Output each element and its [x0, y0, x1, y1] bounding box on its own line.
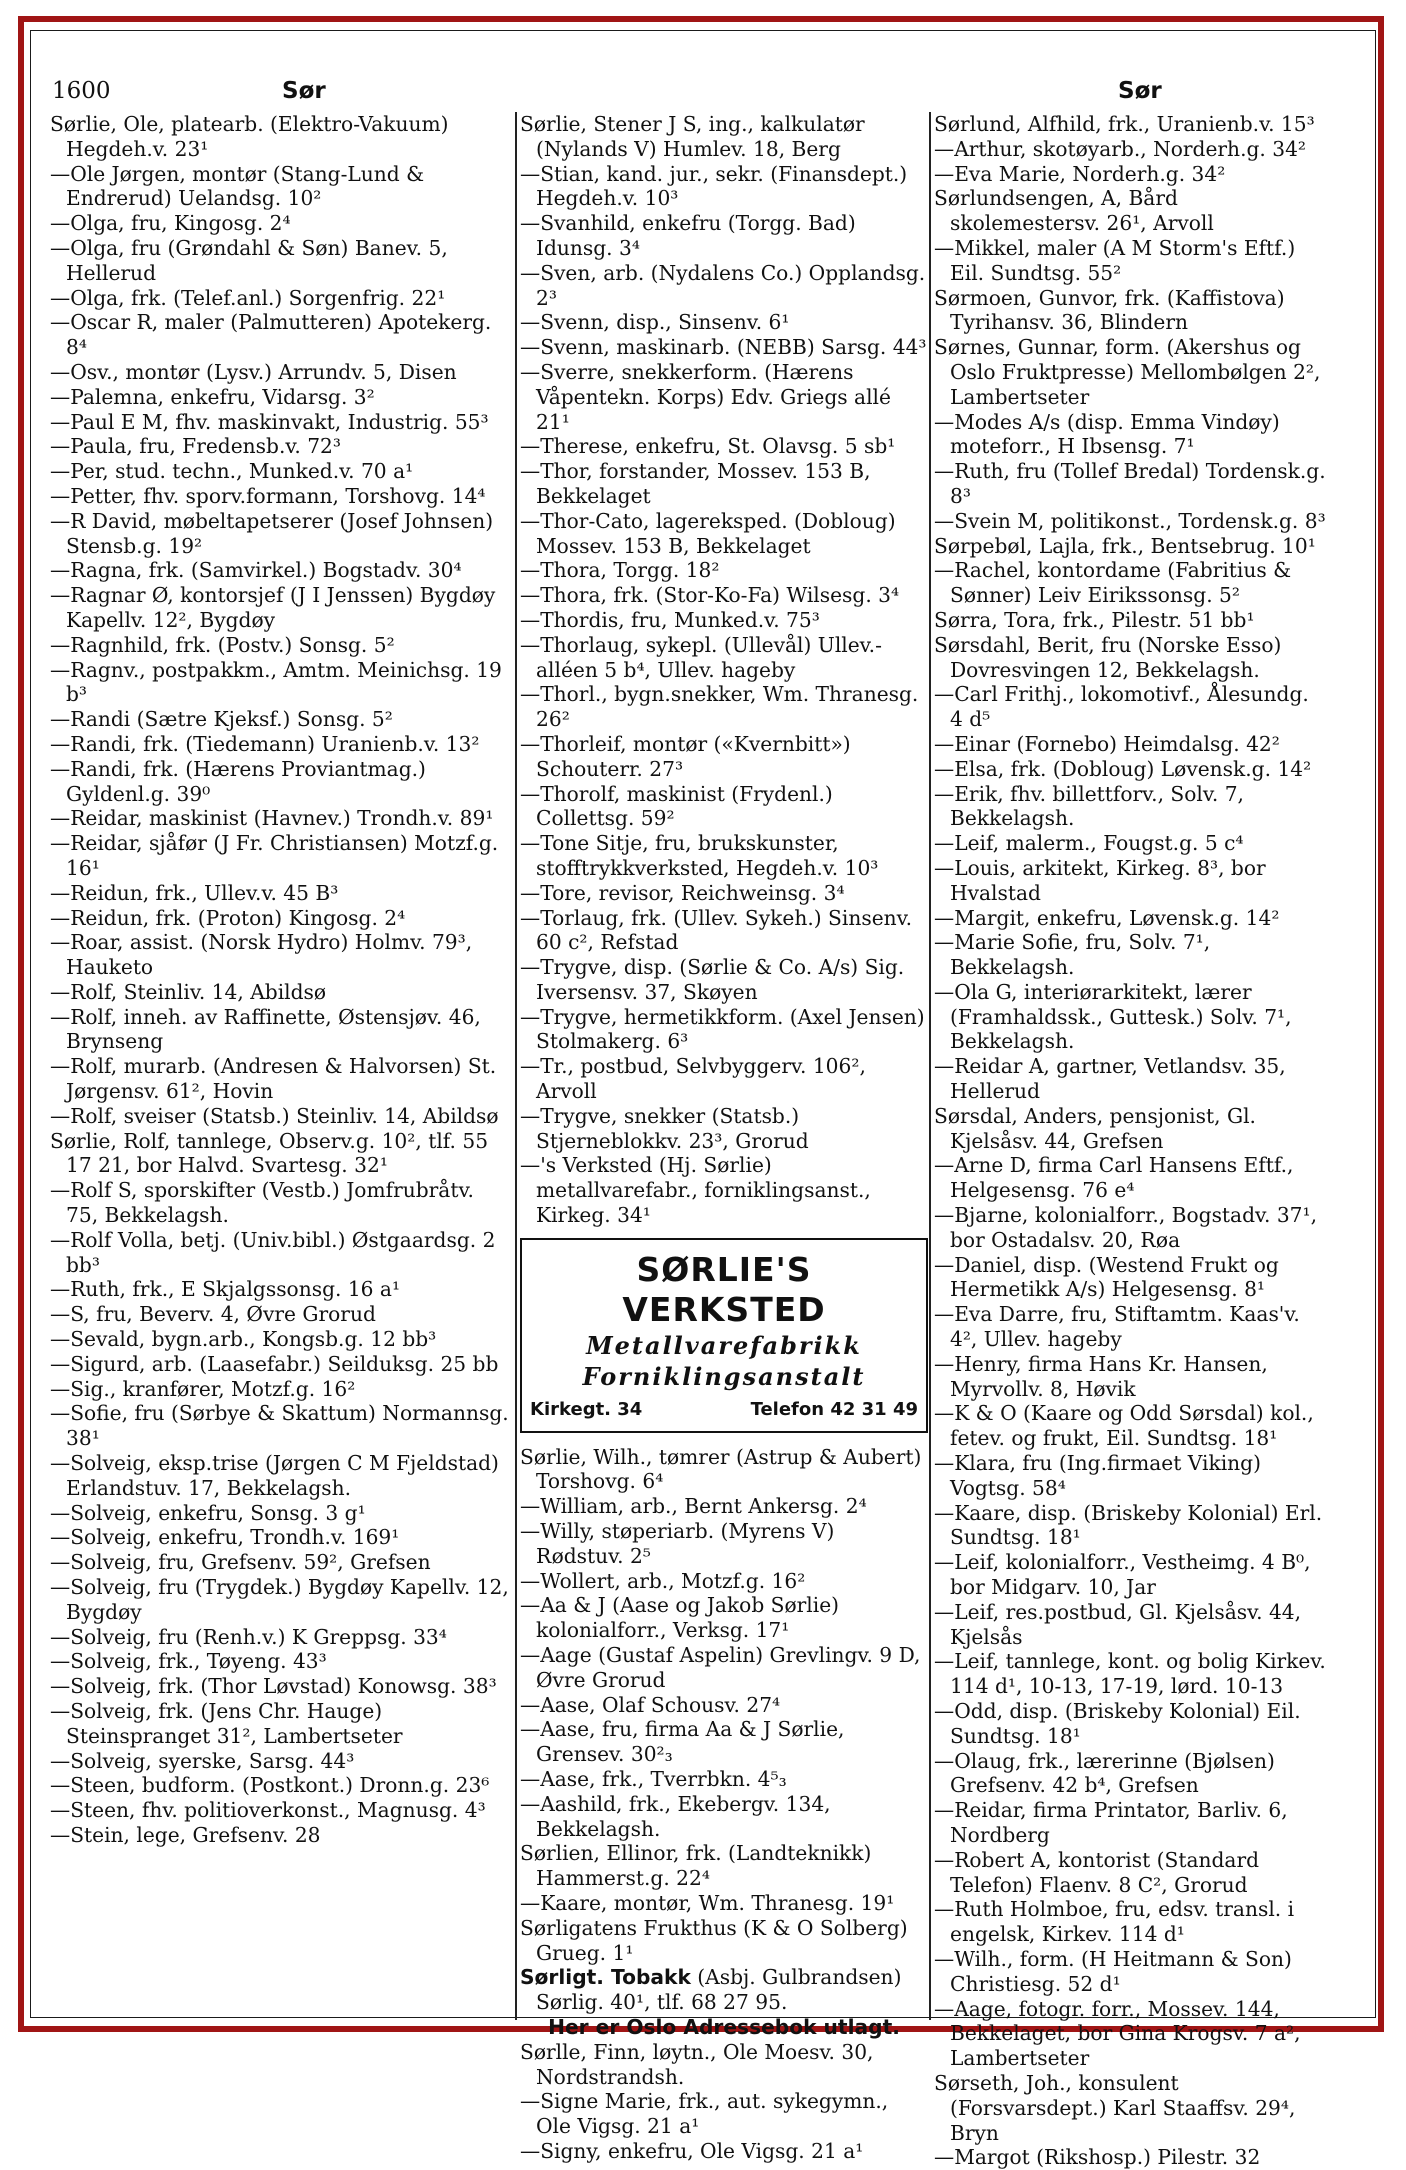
directory-entry: —Randi, frk. (Hærens Proviantmag.) Gyldenl.g. 39⁰	[50, 756, 426, 806]
directory-entry: —Thora, Torgg. 18²	[520, 558, 720, 583]
directory-entry: —Marie Sofie, fru, Solv. 7¹, Bekkelagsh.	[934, 930, 1211, 980]
directory-entry: —Margit, enkefru, Løvensk.g. 14²	[934, 905, 1280, 930]
directory-entry: —Thora, frk. (Stor-Ko-Fa) Wilsesg. 3⁴	[520, 583, 900, 608]
column-divider	[515, 112, 517, 2020]
directory-entry: —Petter, fhv. sporv.formann, Torshovg. 14⁴	[50, 483, 486, 508]
directory-entry: —Arne D, firma Carl Hansens Eftf., Helgesensg. 76 e⁴	[934, 1153, 1294, 1203]
directory-entry: —Solveig, fru (Renh.v.) K Greppsg. 33⁴	[50, 1624, 447, 1649]
directory-entry: —Kaare, disp. (Briskeby Kolonial) Erl. Sundtsg. 18¹	[934, 1500, 1323, 1550]
ad-title: SØRLIE'S VERKSTED	[622, 1249, 826, 1329]
directory-entry: —Wilh., form. (H Heitmann & Son) Christiesg. 52 d¹	[934, 1946, 1292, 1996]
directory-entry: —Thor, forstander, Mossev. 153 B, Bekkelaget	[520, 459, 871, 508]
directory-entry: Sørlien, Ellinor, frk. (Landteknikk) Hammerst.g. 22⁴	[520, 1841, 872, 1891]
directory-entry: Sørnes, Gunnar, form. (Akershus og Oslo Fruktpresse) Mellombølgen 2², Lambertseter	[934, 335, 1321, 409]
directory-entry: —Ruth, fru (Tollef Bredal) Tordensk.g. 8³	[934, 459, 1326, 508]
directory-entry: —Leif, malerm., Fougst.g. 5 c⁴	[934, 831, 1244, 856]
directory-entry: —Solveig, enkefru, Sonsg. 3 g¹	[50, 1500, 366, 1525]
directory-entry: —Eva Marie, Norderh.g. 34²	[934, 161, 1226, 186]
directory-entry: —Aase, frk., Tverrbkn. 4⁵₃	[520, 1767, 787, 1792]
directory-entry: —Signe Marie, frk., aut. sykegymn., Ole Vigsg. 21 a¹	[520, 2089, 889, 2139]
ad-address: Kirkegt. 34	[530, 1398, 643, 1420]
tobakk-details: (Asbj. Gulbrandsen) Sørlig. 40¹, tlf. 68 27 95.	[536, 1965, 902, 2015]
directory-entry: —Paula, fru, Fredensb.v. 72³	[50, 434, 341, 459]
directory-entry: —Kaare, montør, Wm. Thranesg. 19¹	[520, 1891, 895, 1915]
directory-entry: —Ragnar Ø, kontorsjef (J I Jenssen) Bygdøy Kapellv. 12², Bygdøy	[50, 583, 496, 632]
directory-entry: —Rolf, murarb. (Andresen & Halvorsen) St. Jørgensv. 61², Hovin	[50, 1054, 497, 1104]
directory-entry: —Leif, res.postbud, Gl. Kjelsåsv. 44, Kjelsås	[934, 1599, 1302, 1649]
directory-entry: —Erik, fhv. billettforv., Solv. 7, Bekkelagsh.	[934, 781, 1244, 831]
directory-entry: —Ragna, frk. (Samvirkel.) Bogstadv. 30⁴	[50, 558, 462, 583]
directory-entry: —'s Verksted (Hj. Sørlie) metallvarefabr., forniklingsanst., Kirkeg. 34¹	[520, 1153, 871, 1228]
directory-entry: —Steen, fhv. politioverkonst., Magnusg. 4³	[50, 1798, 486, 1823]
directory-entry: —Solveig, eksp.trise (Jørgen C M Fjeldstad) Erlandstuv. 17, Bekkelagsh.	[50, 1451, 499, 1500]
directory-entry: —Margot (Rikshosp.) Pilestr. 32	[934, 2145, 1261, 2170]
directory-entry: Sørpebøl, Lajla, frk., Bentsebrug. 10¹	[934, 533, 1316, 558]
directory-entry: —Aa & J (Aase og Jakob Sørlie) kolonialforr., Verksg. 17¹	[520, 1593, 840, 1643]
directory-entry: —Ola G, interiørarkitekt, lærer (Framhaldssk., Guttesk.) Solv. 7¹, Bekkelagsh.	[934, 979, 1292, 1054]
directory-entry: —Solveig, fru, Grefsenv. 59², Grefsen	[50, 1550, 431, 1575]
directory-entry: —Tore, revisor, Reichweinsg. 3⁴	[520, 880, 845, 905]
directory-entry: —Willy, støperiarb. (Myrens V) Rødstuv. 2⁵	[520, 1519, 835, 1568]
directory-entry: —Eva Darre, fru, Stiftamtm. Kaas'v. 4², Ullev. hageby	[934, 1302, 1300, 1352]
directory-entry: —Elsa, frk. (Dobloug) Løvensk.g. 14²	[934, 756, 1312, 781]
directory-entry: —Svenn, disp., Sinsenv. 6¹	[520, 310, 790, 335]
directory-entry: —Steen, budform. (Postkont.) Dronn.g. 23⁶	[50, 1773, 490, 1798]
directory-entry: —Ragnv., postpakkm., Amtm. Meinichsg. 19 b³	[50, 657, 502, 707]
directory-entry: —Per, stud. techn., Munked.v. 70 a¹	[50, 459, 414, 484]
directory-entry: —Wollert, arb., Motzf.g. 16²	[520, 1568, 806, 1593]
directory-entry: —Sigurd, arb. (Laasefabr.) Seilduksg. 25 bb	[50, 1351, 499, 1376]
directory-entry: —Modes A/s (disp. Emma Vindøy) moteforr., H Ibsensg. 7¹	[934, 409, 1280, 459]
tobakk-entry	[520, 1965, 928, 2015]
directory-entry: —Trygve, hermetikkform. (Axel Jensen) Stolmakerg. 6³	[520, 1004, 925, 1054]
directory-entry: —Randi (Sætre Kjeksf.) Sonsg. 5²	[50, 707, 393, 732]
directory-entry: —Paul E M, fhv. maskinvakt, Industrig. 55³	[50, 409, 489, 434]
directory-entry: —Leif, kolonialforr., Vestheimg. 4 B⁰, bor Midgarv. 10, Jar	[934, 1550, 1311, 1600]
directory-entry: —Tr., postbud, Selvbyggerv. 106², Arvoll	[520, 1054, 866, 1104]
advertisement	[520, 1238, 928, 1433]
directory-entry: —Ruth, frk., E Skjalgssonsg. 16 a¹	[50, 1277, 401, 1302]
ad-line-2: Forniklingsanstalt	[582, 1361, 866, 1391]
directory-entry: —Reidar, sjåfør (J Fr. Christiansen) Motzf.g. 16¹	[50, 831, 499, 880]
directory-entry: —Thorlaug, sykepl. (Ullevål) Ullev.-alléen 5 b⁴, Ullev. hageby	[520, 632, 882, 682]
directory-entry: —K & O (Kaare og Odd Sørsdal) kol., fetev. og frukt, Eil. Sundtsg. 18¹	[934, 1401, 1314, 1451]
directory-entry: —Thorl., bygn.snekker, Wm. Thranesg. 26²	[520, 682, 919, 732]
ad-phone: Telefon 42 31 49	[750, 1398, 918, 1420]
directory-entry: —Klara, fru (Ing.firmaet Viking) Vogtsg. 58⁴	[934, 1451, 1261, 1500]
directory-entry: —Stein, lege, Grefsenv. 28	[50, 1822, 321, 1847]
directory-entry: —Oscar R, maler (Palmutteren) Apotekerg. 8⁴	[50, 310, 492, 360]
directory-entry: Sørlund, Alfhild, frk., Uranienb.v. 15³	[934, 112, 1315, 136]
directory-entry: Sørseth, Joh., konsulent (Forsvarsdept.) Karl Staaffsv. 29⁴, Bryn	[934, 2070, 1296, 2145]
directory-entry: —Solveig, frk. (Jens Chr. Hauge) Steinspranget 31², Lambertseter	[50, 1699, 403, 1748]
directory-entry: —Reidar, maskinist (Havnev.) Trondh.v. 89¹	[50, 806, 494, 831]
directory-entry: —Sofie, fru (Sørbye & Skattum) Normannsg. 38¹	[50, 1401, 509, 1451]
directory-entry: —Randi, frk. (Tiedemann) Uranienb.v. 13²	[50, 731, 480, 756]
directory-entry: —Reidar, firma Printator, Barliv. 6, Nordberg	[934, 1798, 1288, 1847]
directory-entry: —Odd, disp. (Briskeby Kolonial) Eil. Sundtsg. 18¹	[934, 1699, 1301, 1748]
column-1	[50, 112, 512, 1848]
directory-entry: —Reidar A, gartner, Vetlandsv. 35, Hellerud	[934, 1054, 1286, 1104]
directory-entry: —Aase, Olaf Schousv. 27⁴	[520, 1692, 781, 1717]
ad-line-1: Metallvarefabrikk	[586, 1330, 862, 1360]
directory-entry: Sørmoen, Gunvor, frk. (Kaffistova) Tyrihansv. 36, Blindern	[934, 285, 1285, 335]
directory-entry: —Robert A, kontorist (Standard Telefon) Flaenv. 8 C², Grorud	[934, 1847, 1260, 1897]
directory-entry: —Olga, fru, Kingosg. 2⁴	[50, 211, 291, 236]
directory-entry: —Olaug, frk., lærerinne (Bjølsen) Grefsenv. 42 b⁴, Grefsen	[934, 1748, 1275, 1798]
directory-entry: —Trygve, disp. (Sørlie & Co. A/s) Sig. Iversensv. 37, Skøyen	[520, 955, 905, 1004]
directory-entry: —Signy, enkefru, Ole Vigsg. 21 a¹	[520, 2138, 864, 2163]
tobakk-name: Sørligt. Tobakk	[520, 1965, 691, 1990]
directory-entry: Sørlie, Rolf, tannlege, Observ.g. 10², tlf. 55 17 21, bor Halvd. Svartesg. 32¹	[50, 1128, 489, 1178]
directory-entry: —Thordis, fru, Munked.v. 75³	[520, 607, 820, 632]
directory-entry: —Olga, fru (Grøndahl & Søn) Banev. 5, Hellerud	[50, 235, 448, 285]
directory-entry: Sørra, Tora, frk., Pilestr. 51 bb¹	[934, 607, 1255, 632]
directory-entry: —Rachel, kontordame (Fabritius & Sønner) Leiv Eirikssonsg. 5²	[934, 558, 1292, 608]
directory-entry: —Aashild, frk., Ekebergv. 134, Bekkelagsh.	[520, 1791, 831, 1841]
directory-entry: —Rolf, sveiser (Statsb.) Steinliv. 14, Abildsø	[50, 1103, 499, 1128]
directory-entry: —Svein M, politikonst., Tordensk.g. 8³	[934, 508, 1326, 533]
column-2	[520, 112, 928, 2164]
directory-entry: —Thor-Cato, lagereksped. (Dobloug) Mossev. 153 B, Bekkelaget	[520, 508, 896, 558]
directory-entry: —Sevald, bygn.arb., Kongsb.g. 12 bb³	[50, 1327, 437, 1352]
directory-entry: —William, arb., Bernt Ankersg. 2⁴	[520, 1494, 867, 1519]
directory-entry: —Reidun, frk. (Proton) Kingosg. 2⁴	[50, 905, 406, 930]
directory-entry: —Osv., montør (Lysv.) Arrundv. 5, Disen	[50, 359, 457, 384]
directory-entry: Sørlle, Finn, løytn., Ole Moesv. 30, Nordstrandsh.	[520, 2039, 874, 2089]
directory-entry: —Olga, frk. (Telef.anl.) Sorgenfrig. 22¹	[50, 285, 446, 310]
directory-entry: —S, fru, Beverv. 4, Øvre Grorud	[50, 1302, 376, 1327]
directory-entry: —Solveig, syerske, Sarsg. 44³	[50, 1748, 355, 1773]
directory-entry: —R David, møbeltapetserer (Josef Johnsen) Stensb.g. 19²	[50, 508, 494, 558]
directory-entry: —Daniel, disp. (Westend Frukt og Hermetikk A/s) Helgesensg. 8¹	[934, 1252, 1279, 1302]
directory-entry: —Solveig, enkefru, Trondh.v. 169¹	[50, 1525, 400, 1550]
directory-entry: —Palemna, enkefru, Vidarsg. 3²	[50, 384, 375, 409]
directory-entry: —Tone Sitje, fru, brukskunster, stofftrykkverksted, Hegdeh.v. 10³	[520, 831, 879, 880]
page-number: 1600	[52, 78, 111, 104]
directory-entry: —Svenn, maskinarb. (NEBB) Sarsg. 44³	[520, 335, 927, 360]
directory-entry: —Rolf, inneh. av Raffinette, Østensjøv. 46, Brynseng	[50, 1004, 481, 1054]
column-2-entries-after-ad	[520, 1445, 928, 1966]
directory-entry: —Aase, fru, firma Aa & J Sørlie, Grensev. 30²₃	[520, 1717, 845, 1767]
directory-entry: —Sig., kranfører, Motzf.g. 16²	[50, 1376, 356, 1401]
column-divider	[929, 112, 931, 2020]
column-3	[934, 112, 1328, 2170]
directory-entry: Sørlundsengen, A, Bård skolemestersv. 26¹, Arvoll	[934, 186, 1214, 236]
directory-entry: —Mikkel, maler (A M Storm's Eftf.) Eil. Sundtsg. 55²	[934, 235, 1296, 285]
directory-entry: —Trygve, snekker (Statsb.) Stjerneblokkv. 23³, Grorud	[520, 1103, 809, 1153]
directory-entry: —Rolf S, sporskifter (Vestb.) Jomfrubråtv. 75, Bekkelagsh.	[50, 1178, 474, 1228]
directory-entry: —Carl Frithj., lokomotivf., Ålesundg. 4 d⁵	[934, 682, 1309, 732]
directory-entry: Sørsdal, Anders, pensjonist, Gl. Kjelsåsv. 44, Grefsen	[934, 1103, 1256, 1153]
directory-entry: Sørlie, Wilh., tømrer (Astrup & Aubert) Torshovg. 6⁴	[520, 1444, 922, 1494]
header-left-word: Sør	[282, 78, 326, 104]
directory-entry: —Sverre, snekkerform. (Hærens Våpentekn. Korps) Edv. Griegs allé 21¹	[520, 359, 891, 434]
column-2-entries	[520, 112, 928, 1228]
directory-entry: Sørligatens Frukthus (K & O Solberg) Grueg. 1¹	[520, 1915, 908, 1965]
directory-entry: —Thorleif, montør («Kvernbitt») Schouterr. 27³	[520, 731, 851, 781]
directory-entry: Sørlie, Stener J S, ing., kalkulatør (Nylands V) Humlev. 18, Berg	[520, 112, 865, 161]
directory-entry: —Ragnhild, frk. (Postv.) Sonsg. 5²	[50, 632, 395, 657]
directory-entry: —Ole Jørgen, montør (Stang-Lund & Endrerud) Uelandsg. 10²	[50, 161, 425, 211]
directory-entry: —Leif, tannlege, kont. og bolig Kirkev. 114 d¹, 10-13, 17-19, lørd. 10-13	[934, 1649, 1326, 1699]
directory-entry: —Arthur, skotøyarb., Norderh.g. 34²	[934, 136, 1307, 161]
directory-entry: —Solveig, frk. (Thor Løvstad) Konowsg. 38³	[50, 1674, 497, 1699]
directory-entry: —Solveig, frk., Tøyeng. 43³	[50, 1649, 327, 1674]
header-right-word: Sør	[1118, 78, 1162, 104]
directory-entry: —Sven, arb. (Nydalens Co.) Opplandsg. 2³	[520, 260, 926, 310]
directory-entry: —Ruth Holmboe, fru, edsv. transl. i engelsk, Kirkev. 114 d¹	[934, 1897, 1295, 1947]
directory-entry: Sørsdahl, Berit, fru (Norske Esso) Dovresvingen 12, Bekkelagsh.	[934, 632, 1282, 682]
directory-entry: —Aage (Gustaf Aspelin) Grevlingv. 9 D, Øvre Grorud	[520, 1643, 921, 1692]
directory-entry: —Thorolf, maskinist (Frydenl.) Collettsg. 59²	[520, 781, 833, 831]
directory-entry: —Louis, arkitekt, Kirkeg. 8³, bor Hvalstad	[934, 855, 1266, 905]
directory-entry: —Einar (Fornebo) Heimdalsg. 42²	[934, 731, 1280, 756]
directory-entry: —Bjarne, kolonialforr., Bogstadv. 37¹, bor Ostadalsv. 20, Røa	[934, 1203, 1318, 1252]
directory-entry: —Torlaug, frk. (Ullev. Sykeh.) Sinsenv. 60 c², Refstad	[520, 905, 913, 955]
column-2-tail	[520, 2040, 928, 2164]
directory-entry: —Reidun, frk., Ullev.v. 45 B³	[50, 880, 339, 905]
directory-entry: —Svanhild, enkefru (Torgg. Bad) Idunsg. 3⁴	[520, 211, 856, 260]
directory-entry: —Rolf Volla, betj. (Univ.bibl.) Østgaardsg. 2 bb³	[50, 1227, 496, 1277]
directory-entry: Sørlie, Ole, platearb. (Elektro-Vakuum) Hegdeh.v. 23¹	[50, 112, 449, 161]
directory-entry: —Henry, firma Hans Kr. Hansen, Myrvollv. 8, Høvik	[934, 1351, 1268, 1401]
directory-entry: —Rolf, Steinliv. 14, Abildsø	[50, 979, 327, 1004]
directory-entry: —Roar, assist. (Norsk Hydro) Holmv. 79³, Hauketo	[50, 930, 473, 980]
directory-entry: —Solveig, fru (Trygdek.) Bygdøy Kapellv. 12, Bygdøy	[50, 1575, 509, 1624]
directory-entry: —Aage, fotogr. forr., Mossev. 144, Bekkelaget, bor Gina Krogsv. 7 a², Lambertseter	[934, 1996, 1301, 2071]
notice-line: Her er Oslo Adressebok utlagt.	[548, 2014, 900, 2039]
directory-entry: —Therese, enkefru, St. Olavsg. 5 sb¹	[520, 434, 896, 459]
directory-entry: —Stian, kand. jur., sekr. (Finansdept.) Hegdeh.v. 10³	[520, 161, 908, 211]
